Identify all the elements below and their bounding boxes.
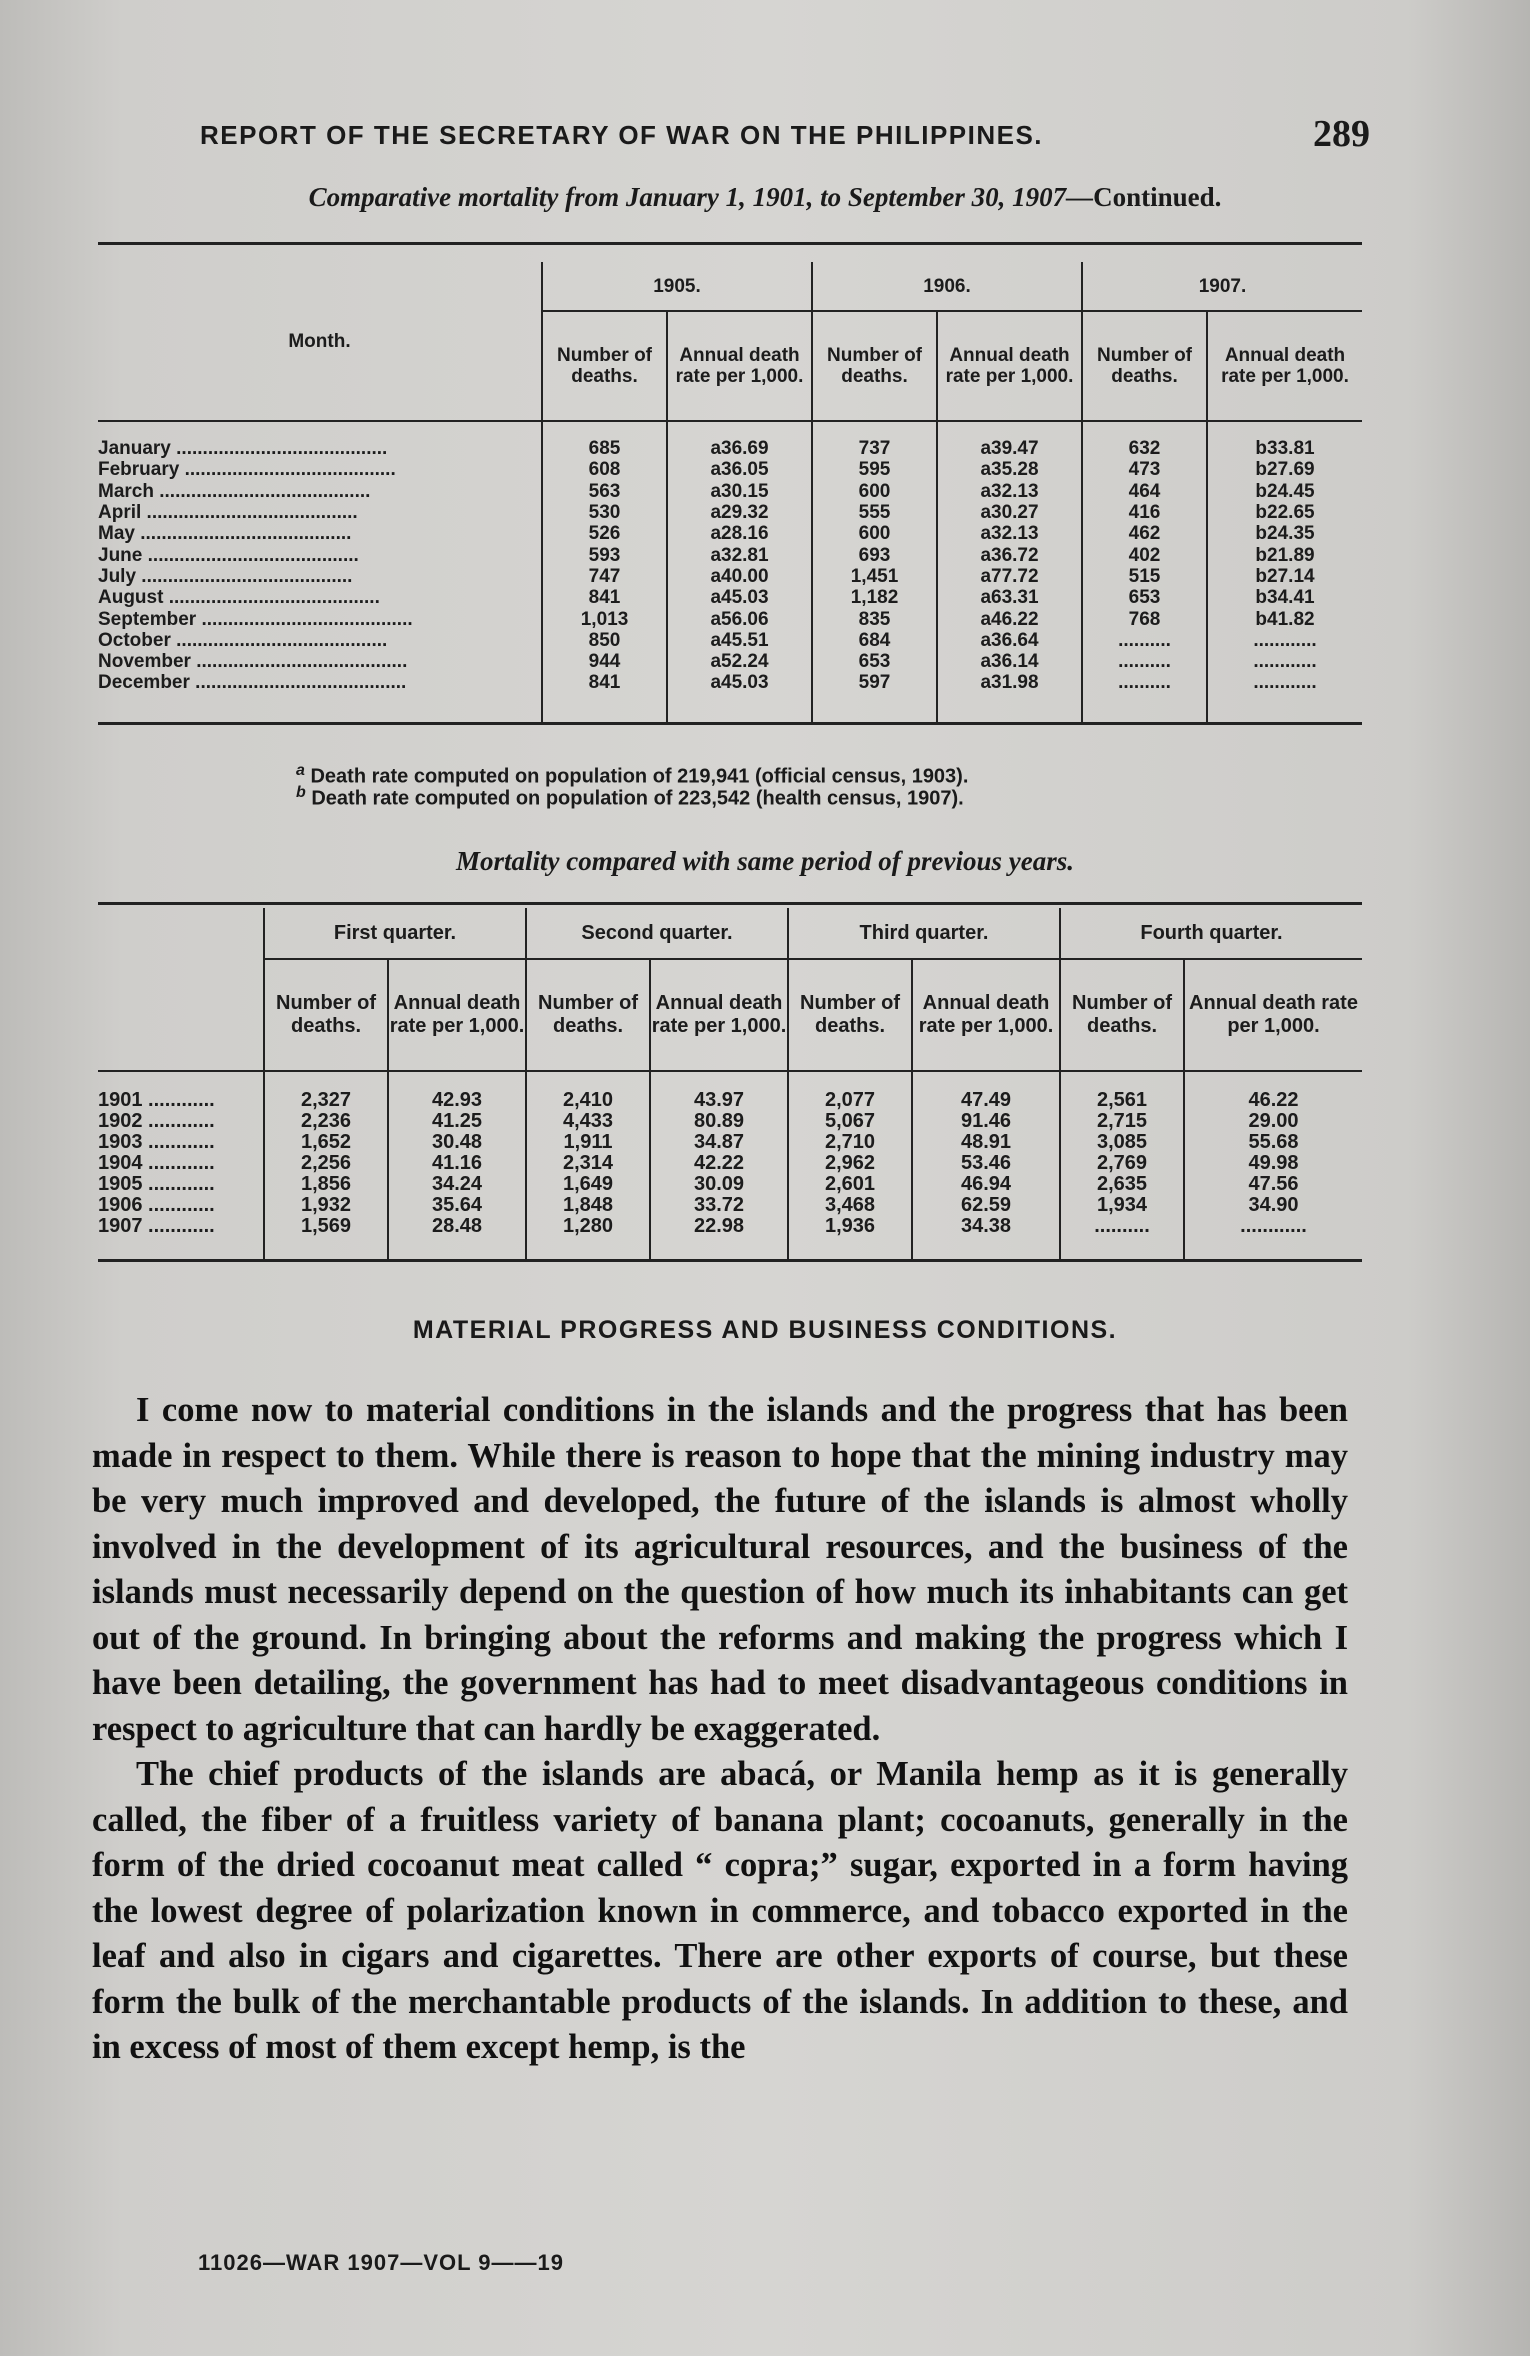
deaths-cell: ..........	[1060, 1216, 1184, 1261]
table-row	[98, 1111, 1362, 1132]
rate-cell: b21.89	[1207, 544, 1362, 565]
deaths-cell: 2,314	[526, 1153, 650, 1174]
rate-cell: 47.49	[912, 1071, 1060, 1111]
year-column-header	[98, 908, 264, 1071]
leader-dots: ........................................	[170, 629, 388, 651]
rate-cell: 33.72	[650, 1195, 788, 1216]
rate-cell: a39.47	[937, 421, 1082, 459]
rate-cell: a45.03	[667, 672, 812, 723]
deaths-cell: 693	[812, 544, 937, 565]
table-row	[98, 459, 1362, 480]
deaths-cell: 1,280	[526, 1216, 650, 1261]
table-row	[98, 672, 1362, 723]
deaths-cell: 5,067	[788, 1111, 912, 1132]
rate-column-header: Annual death rate per 1,000.	[1207, 311, 1362, 421]
deaths-cell: 2,962	[788, 1153, 912, 1174]
deaths-cell: 1,911	[526, 1132, 650, 1153]
section-heading: MATERIAL PROGRESS AND BUSINESS CONDITIONS.	[412, 1316, 1118, 1344]
table-row	[98, 1132, 1362, 1153]
rate-column-header: Annual death rate per 1,000.	[1184, 959, 1362, 1071]
rate-cell: b33.81	[1207, 421, 1362, 459]
deaths-cell: 1,848	[526, 1195, 650, 1216]
page-number: 289	[1313, 113, 1370, 155]
rate-cell: ............	[1207, 651, 1362, 672]
table-row	[98, 421, 1362, 459]
leader-dots: ............	[142, 1174, 215, 1195]
rate-cell: a77.72	[937, 566, 1082, 587]
year-header-1907: 1907.	[1082, 262, 1362, 311]
footnote-a: $^a$ Death rate computed on population of 219,941 (official census, 1903).	[296, 762, 969, 788]
deaths-cell: 4,433	[526, 1111, 650, 1132]
rate-cell: 22.98	[650, 1216, 788, 1261]
rate-cell: b34.41	[1207, 587, 1362, 608]
deaths-cell: 600	[812, 481, 937, 502]
deaths-column-header: Number of deaths.	[264, 959, 388, 1071]
deaths-cell: 841	[542, 672, 667, 723]
deaths-cell: 597	[812, 672, 937, 723]
year-label: 1902 ............	[98, 1111, 215, 1132]
rate-cell: 55.68	[1184, 1132, 1362, 1153]
deaths-cell: 462	[1082, 523, 1207, 544]
deaths-cell: 3,468	[788, 1195, 912, 1216]
deaths-cell: 595	[812, 459, 937, 480]
rate-cell: 30.48	[388, 1132, 526, 1153]
deaths-cell: 515	[1082, 566, 1207, 587]
rate-cell: a63.31	[937, 587, 1082, 608]
rate-cell: a30.27	[937, 502, 1082, 523]
rate-cell: a28.16	[667, 523, 812, 544]
deaths-column-header: Number of deaths.	[542, 311, 667, 421]
rate-column-header: Annual death rate per 1,000.	[388, 959, 526, 1071]
deaths-cell: 2,236	[264, 1111, 388, 1132]
table-row	[98, 1195, 1362, 1216]
deaths-cell: 1,934	[1060, 1195, 1184, 1216]
deaths-cell: 2,601	[788, 1174, 912, 1195]
rate-cell: 34.24	[388, 1174, 526, 1195]
rate-cell: 48.91	[912, 1132, 1060, 1153]
rate-cell: a29.32	[667, 502, 812, 523]
leader-dots: ........................................	[142, 544, 359, 566]
deaths-cell: 1,451	[812, 566, 937, 587]
quarter-header-fourth: Fourth quarter.	[1060, 908, 1362, 959]
table-row	[98, 544, 1362, 565]
deaths-cell: 2,710	[788, 1132, 912, 1153]
rate-cell: 28.48	[388, 1216, 526, 1261]
deaths-cell: 473	[1082, 459, 1207, 480]
deaths-cell: 835	[812, 608, 937, 629]
body-text	[92, 1388, 1348, 2071]
rate-cell: 30.09	[650, 1174, 788, 1195]
rate-cell: 34.87	[650, 1132, 788, 1153]
deaths-cell: 841	[542, 587, 667, 608]
rate-cell: a36.72	[937, 544, 1082, 565]
rate-cell: ............	[1207, 630, 1362, 651]
rate-cell: 43.97	[650, 1071, 788, 1111]
deaths-cell: 593	[542, 544, 667, 565]
table-row	[98, 481, 1362, 502]
deaths-column-header: Number of deaths.	[812, 311, 937, 421]
rate-cell: 35.64	[388, 1195, 526, 1216]
year-label: 1903 ............	[98, 1132, 215, 1153]
deaths-cell: 1,856	[264, 1174, 388, 1195]
deaths-cell: 653	[1082, 587, 1207, 608]
table-row	[98, 1216, 1362, 1261]
year-header-1906: 1906.	[812, 262, 1082, 311]
rate-cell: b24.35	[1207, 523, 1362, 544]
rate-cell: 42.93	[388, 1071, 526, 1111]
leader-dots: ........................................	[170, 438, 388, 460]
deaths-cell: 2,769	[1060, 1153, 1184, 1174]
rate-cell: ............	[1207, 672, 1362, 723]
month-label: May ........................................	[98, 523, 352, 545]
deaths-cell: 2,410	[526, 1071, 650, 1111]
deaths-column-header: Number of deaths.	[1082, 311, 1207, 421]
deaths-cell: 1,649	[526, 1174, 650, 1195]
month-label: October ........................................	[98, 629, 388, 651]
rate-cell: 80.89	[650, 1111, 788, 1132]
paragraph-1: I come now to material conditions in the islands and the progress that has been made in respect to them. While there is reason to hope that the mining industry may be very much improved and developed, the future of the islands is almost wholly involved in the development of its agricultural resources, and the business of the islands must necessarily depend on the question of how much its inhabitants can get out of the ground. In bringing about the reforms and making the progress which I have been detailing, the government has had to meet disadvantageous conditions in respect to agriculture that can hardly be exaggerated.	[92, 1391, 1348, 1748]
deaths-cell: 1,936	[788, 1216, 912, 1261]
month-label: January ........................................	[98, 438, 388, 460]
table-row	[98, 587, 1362, 608]
month-label: July ........................................	[98, 565, 353, 587]
paragraph-2: The chief products of the islands are abacá, or Manila hemp as it is generally called, the fiber of a fruitless variety of banana plant; cocoanuts, generally in the form of the dried cocoanut meat called “ copra;” sugar, exported in a form having the lowest degree of polarization known in commerce, and tobacco exported in the leaf and also in cigars and cigarettes. There are other exports of course, but these form the bulk of the merchantable products of the islands. In addition to these, and in excess of most of them except hemp, is the	[92, 1755, 1348, 2066]
leader-dots: ........................................	[189, 672, 407, 694]
table-row	[98, 608, 1362, 629]
rate-cell: 29.00	[1184, 1111, 1362, 1132]
rate-column-header: Annual death rate per 1,000.	[650, 959, 788, 1071]
rate-column-header: Annual death rate per 1,000.	[937, 311, 1082, 421]
deaths-cell: 600	[812, 523, 937, 544]
month-label: March ........................................	[98, 480, 371, 502]
rate-cell: b24.45	[1207, 481, 1362, 502]
table2-caption: Mortality compared with same period of previous years.	[456, 846, 1074, 876]
deaths-cell: 1,652	[264, 1132, 388, 1153]
table1-top-rule	[98, 242, 1362, 245]
deaths-cell: 1,013	[542, 608, 667, 629]
leader-dots: ........................................	[153, 480, 371, 502]
rate-cell: a35.28	[937, 459, 1082, 480]
table-row	[98, 651, 1362, 672]
deaths-cell: 416	[1082, 502, 1207, 523]
deaths-cell: 2,561	[1060, 1071, 1184, 1111]
rate-cell: 49.98	[1184, 1153, 1362, 1174]
year-label: 1904 ............	[98, 1153, 215, 1174]
table-row	[98, 1153, 1362, 1174]
deaths-cell: 685	[542, 421, 667, 459]
leader-dots: ............	[142, 1153, 215, 1174]
deaths-column-header: Number of deaths.	[788, 959, 912, 1071]
deaths-column-header: Number of deaths.	[1060, 959, 1184, 1071]
deaths-cell: 944	[542, 651, 667, 672]
deaths-cell: 632	[1082, 421, 1207, 459]
deaths-cell: 2,077	[788, 1071, 912, 1111]
rate-cell: 34.38	[912, 1216, 1060, 1261]
table-row	[98, 502, 1362, 523]
rate-cell: a32.81	[667, 544, 812, 565]
year-label: 1906 ............	[98, 1195, 215, 1216]
deaths-cell: 530	[542, 502, 667, 523]
rate-cell: 42.22	[650, 1153, 788, 1174]
rate-cell: b27.69	[1207, 459, 1362, 480]
table-row	[98, 1071, 1362, 1111]
rate-cell: a40.00	[667, 566, 812, 587]
footnote-b: $^b$ Death rate computed on population of 223,542 (health census, 1907).	[296, 784, 964, 810]
quarter-header-first: First quarter.	[264, 908, 526, 959]
deaths-cell: 1,569	[264, 1216, 388, 1261]
rate-cell: 46.22	[1184, 1071, 1362, 1111]
deaths-cell: 2,635	[1060, 1174, 1184, 1195]
leader-dots: ........................................	[196, 608, 413, 630]
quarterly-mortality-table	[98, 908, 1362, 1262]
table-row	[98, 1174, 1362, 1195]
month-label: November ........................................	[98, 651, 408, 673]
rate-cell: a32.13	[937, 523, 1082, 544]
leader-dots: ........................................	[190, 651, 408, 673]
rate-cell: ............	[1184, 1216, 1362, 1261]
leader-dots: ............	[142, 1216, 215, 1237]
deaths-cell: 1,932	[264, 1195, 388, 1216]
deaths-cell: 464	[1082, 481, 1207, 502]
deaths-cell: ..........	[1082, 630, 1207, 651]
deaths-cell: 608	[542, 459, 667, 480]
leader-dots: ........................................	[134, 523, 352, 545]
leader-dots: ........................................	[136, 565, 353, 587]
rate-cell: a36.69	[667, 421, 812, 459]
year-label: 1901 ............	[98, 1089, 215, 1111]
deaths-cell: 526	[542, 523, 667, 544]
year-header-1905: 1905.	[542, 262, 812, 311]
rate-cell: 47.56	[1184, 1174, 1362, 1195]
rate-cell: b41.82	[1207, 608, 1362, 629]
rate-cell: a36.64	[937, 630, 1082, 651]
rate-column-header: Annual death rate per 1,000.	[912, 959, 1060, 1071]
mortality-by-month-table	[98, 262, 1362, 725]
deaths-cell: 747	[542, 566, 667, 587]
rate-cell: b22.65	[1207, 502, 1362, 523]
quarter-header-second: Second quarter.	[526, 908, 788, 959]
deaths-cell: 2,327	[264, 1071, 388, 1111]
month-label: June ........................................	[98, 544, 359, 566]
rate-cell: a31.98	[937, 672, 1082, 723]
leader-dots: ........................................	[163, 587, 380, 609]
year-label: 1907 ............	[98, 1216, 264, 1261]
table-row	[98, 630, 1362, 651]
table2-top-rule	[98, 902, 1362, 905]
deaths-cell: 684	[812, 630, 937, 651]
quarter-header-third: Third quarter.	[788, 908, 1060, 959]
rate-cell: 34.90	[1184, 1195, 1362, 1216]
rate-cell: b27.14	[1207, 566, 1362, 587]
deaths-cell: 737	[812, 421, 937, 459]
rate-cell: a36.05	[667, 459, 812, 480]
rate-cell: 41.16	[388, 1153, 526, 1174]
rate-column-header: Annual death rate per 1,000.	[667, 311, 812, 421]
month-label: February ........................................	[98, 459, 396, 481]
month-label: December ........................................	[98, 672, 542, 723]
deaths-cell: 402	[1082, 544, 1207, 565]
deaths-cell: 2,256	[264, 1153, 388, 1174]
printer-signature: 11026—WAR 1907—VOL 9——19	[198, 2250, 564, 2275]
rate-cell: 53.46	[912, 1153, 1060, 1174]
deaths-cell: ..........	[1082, 672, 1207, 723]
leader-dots: ........................................	[141, 502, 358, 524]
table-row	[98, 523, 1362, 544]
deaths-cell: 653	[812, 651, 937, 672]
rate-cell: a45.51	[667, 630, 812, 651]
running-title: REPORT OF THE SECRETARY OF WAR ON THE PHILIPPINES.	[200, 120, 1044, 150]
rate-cell: a56.06	[667, 608, 812, 629]
rate-cell: a52.24	[667, 651, 812, 672]
table1-caption: Comparative mortality from January 1, 1901, to September 30, 1907—Continued.	[308, 182, 1222, 212]
rate-cell: 91.46	[912, 1111, 1060, 1132]
leader-dots: ............	[142, 1111, 215, 1132]
rate-cell: a30.15	[667, 481, 812, 502]
leader-dots: ............	[142, 1089, 215, 1111]
deaths-cell: 768	[1082, 608, 1207, 629]
leader-dots: ............	[142, 1195, 215, 1216]
deaths-cell: 555	[812, 502, 937, 523]
rate-cell: a32.13	[937, 481, 1082, 502]
rate-cell: 46.94	[912, 1174, 1060, 1195]
deaths-column-header: Number of deaths.	[526, 959, 650, 1071]
leader-dots: ............	[142, 1132, 215, 1153]
running-header	[150, 112, 1370, 162]
leader-dots: ........................................	[179, 459, 396, 481]
month-label: September ........................................	[98, 608, 413, 630]
rate-cell: a36.14	[937, 651, 1082, 672]
deaths-cell: 850	[542, 630, 667, 651]
deaths-cell: 563	[542, 481, 667, 502]
deaths-cell: 1,182	[812, 587, 937, 608]
year-label: 1905 ............	[98, 1174, 215, 1195]
deaths-cell: 2,715	[1060, 1111, 1184, 1132]
month-label: August ........................................	[98, 587, 380, 609]
deaths-cell: ..........	[1082, 651, 1207, 672]
rate-cell: 41.25	[388, 1111, 526, 1132]
month-label: April ........................................	[98, 502, 358, 524]
deaths-cell: 3,085	[1060, 1132, 1184, 1153]
rate-cell: a45.03	[667, 587, 812, 608]
rate-cell: 62.59	[912, 1195, 1060, 1216]
month-column-header: Month.	[98, 262, 542, 421]
table-row	[98, 566, 1362, 587]
rate-cell: a46.22	[937, 608, 1082, 629]
